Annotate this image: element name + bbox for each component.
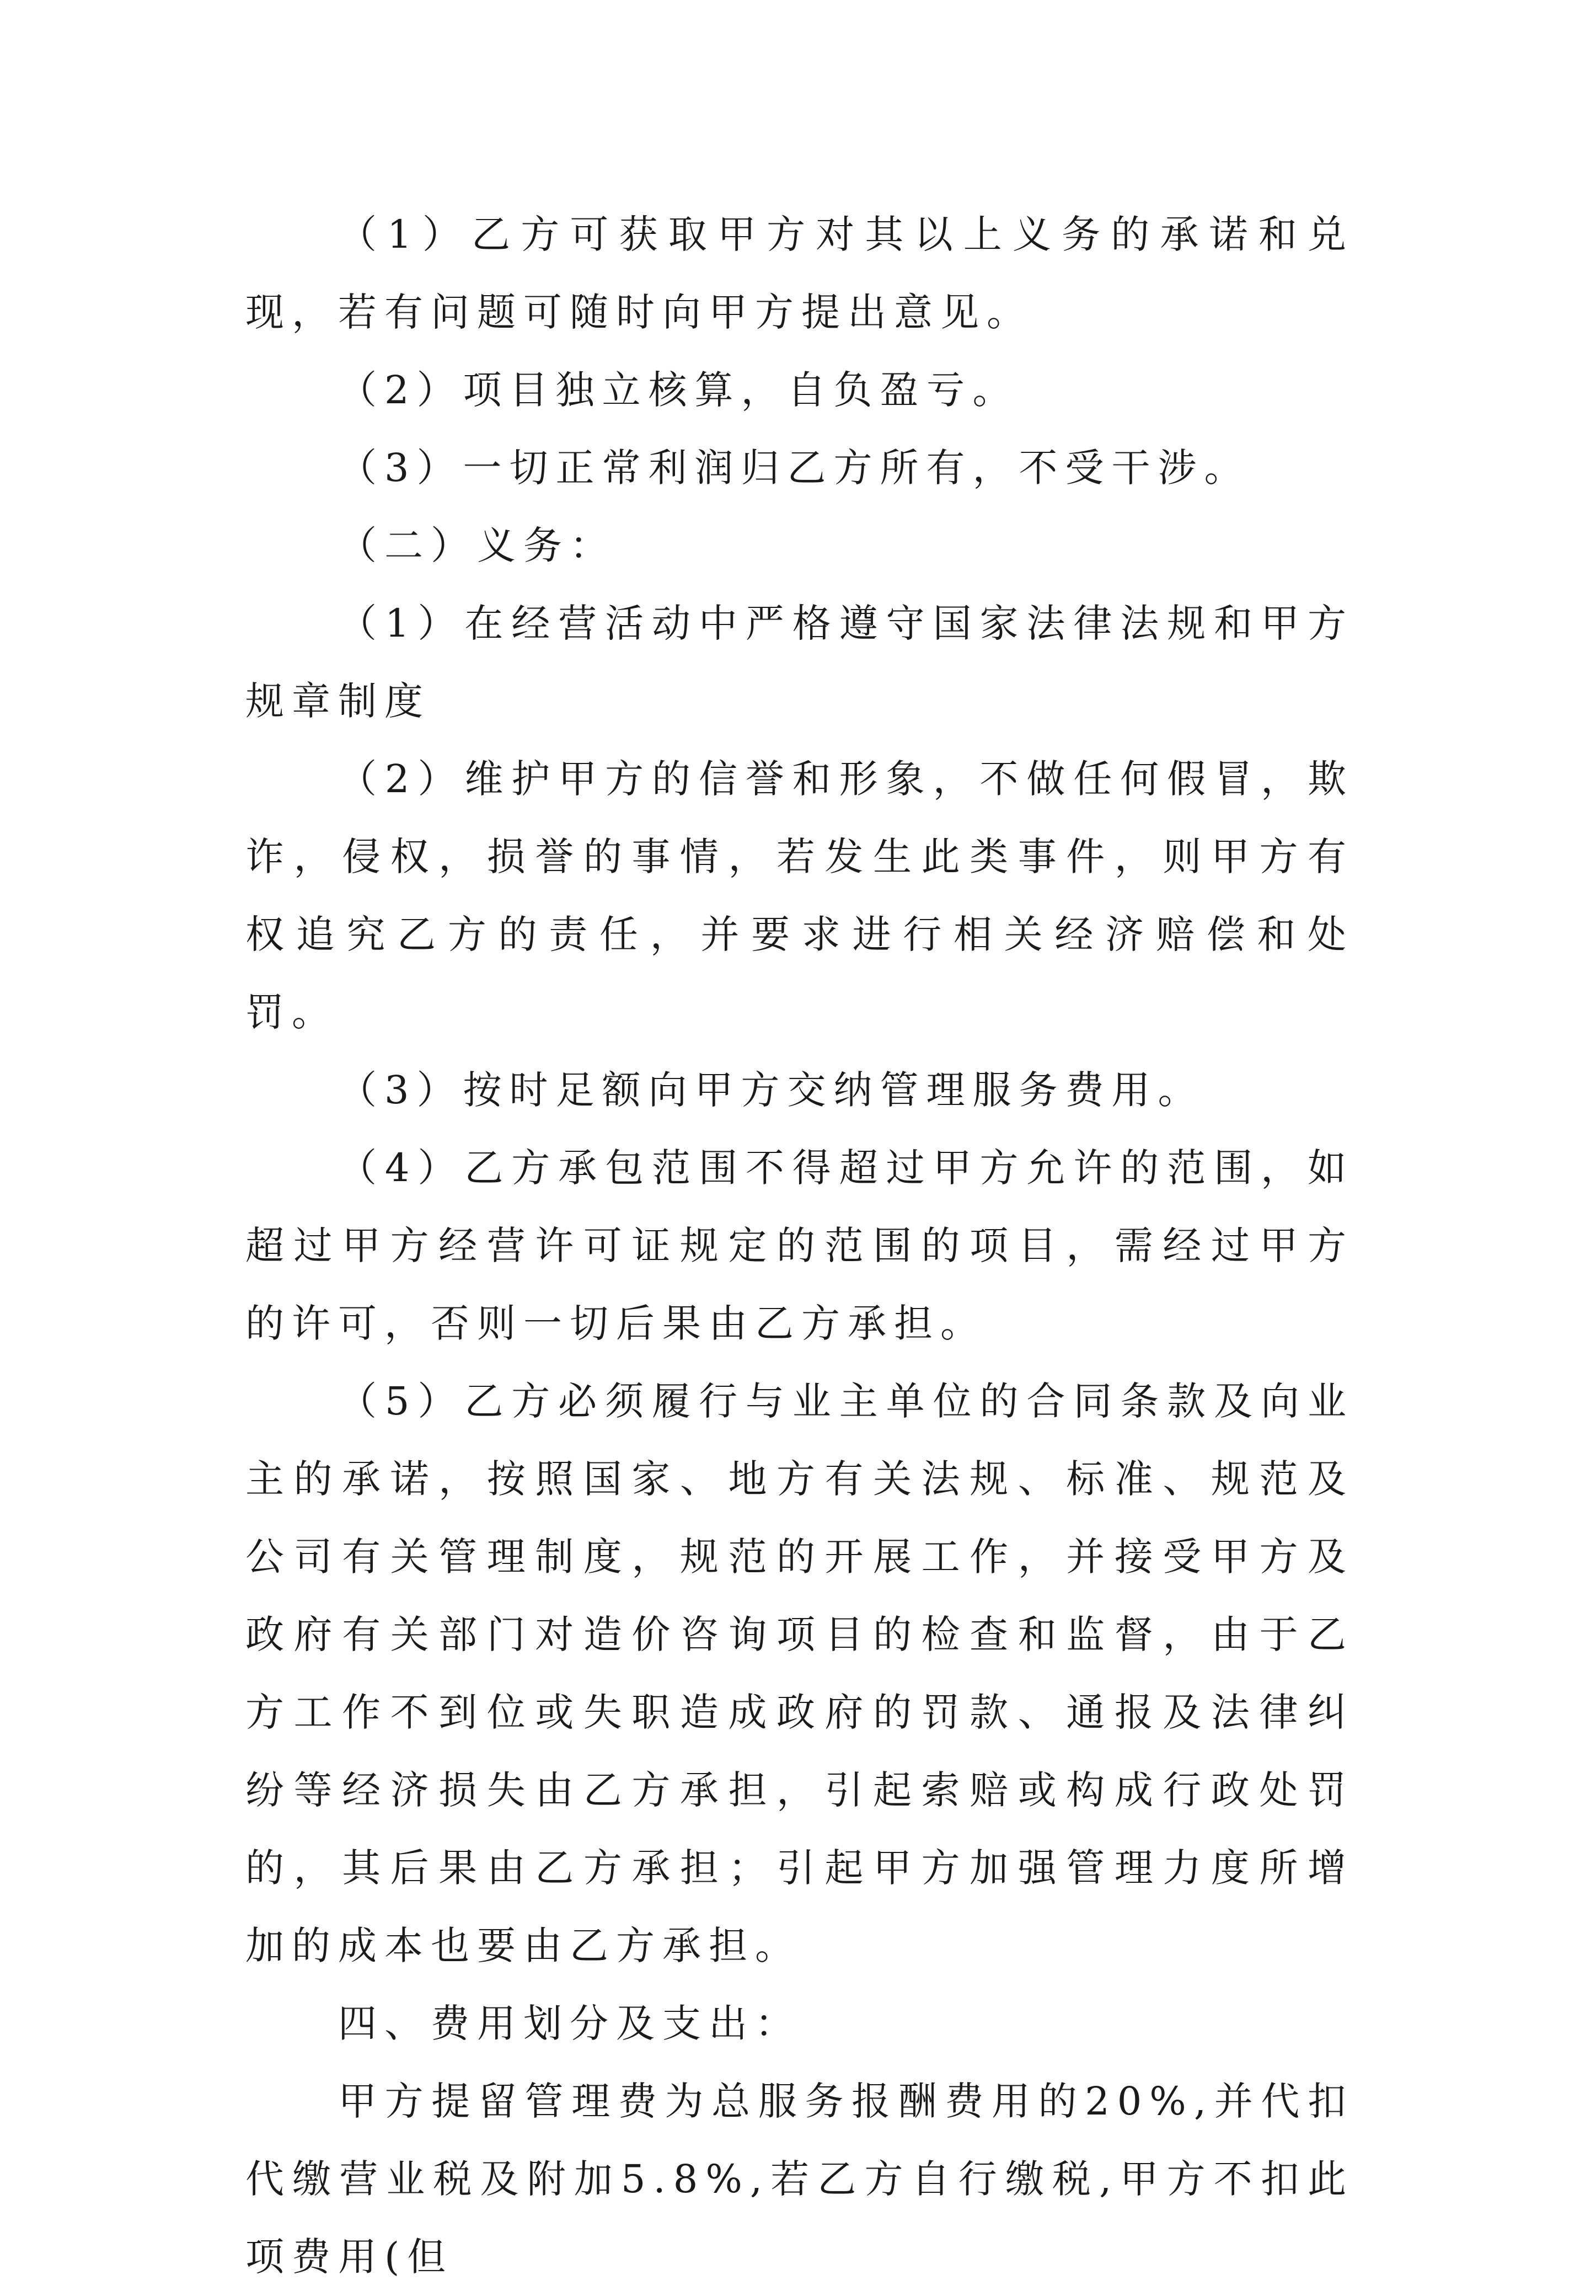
- paragraph-obligation-2: （2）维护甲方的信誉和形象，不做任何假冒，欺诈，侵权，损誉的事情，若发生此类事件，则甲方有权追究乙方的责任，并要求进行相关经济赔偿和处罚。: [245, 756, 1354, 1035]
- paragraph-obligation-1: （1）在经营活动中严格遵守国家法律法规和甲方规章制度: [245, 601, 1354, 724]
- section-heading-fees: 四、费用划分及支出：: [338, 2001, 801, 2046]
- paragraph-obligation-3: （3）按时足额向甲方交纳管理服务费用。: [338, 1067, 1204, 1113]
- paragraph-right-3: （3）一切正常利润归乙方所有，不受干涉。: [338, 445, 1251, 490]
- paragraph-fees: 甲方提留管理费为总服务报酬费用的20%,并代扣代缴营业税及附加5.8%,若乙方自行缴税,甲方不扣此项费用(但: [245, 2079, 1354, 2279]
- section-heading-obligations: （二）义务：: [338, 523, 616, 568]
- paragraph-obligation-4: （4）乙方承包范围不得超过甲方允许的范围，如超过甲方经营许可证规定的范围的项目，需经过甲方的许可，否则一切后果由乙方承担。: [245, 1145, 1354, 1346]
- paragraph-right-2: （2）项目独立核算，自负盈亏。: [338, 367, 1019, 413]
- paragraph-right-1: （1）乙方可获取甲方对其以上义务的承诺和兑现，若有问题可随时向甲方提出意见。: [245, 212, 1354, 335]
- document-body: [245, 196, 1354, 2296]
- paragraph-obligation-5: （5）乙方必须履行与业主单位的合同条款及向业主的承诺，按照国家、地方有关法规、标准、规范及公司有关管理制度，规范的开展工作，并接受甲方及政府有关部门对造价咨询项目的检查和监督，由于乙方工作不到位或失职造成政府的罚款、通报及法律纠纷等经济损失由乙方承担，引起索赔或构成行政处罚的，其后果由乙方承担；引起甲方加强管理力度所增加的成本也要由乙方承担。: [245, 1379, 1354, 1968]
